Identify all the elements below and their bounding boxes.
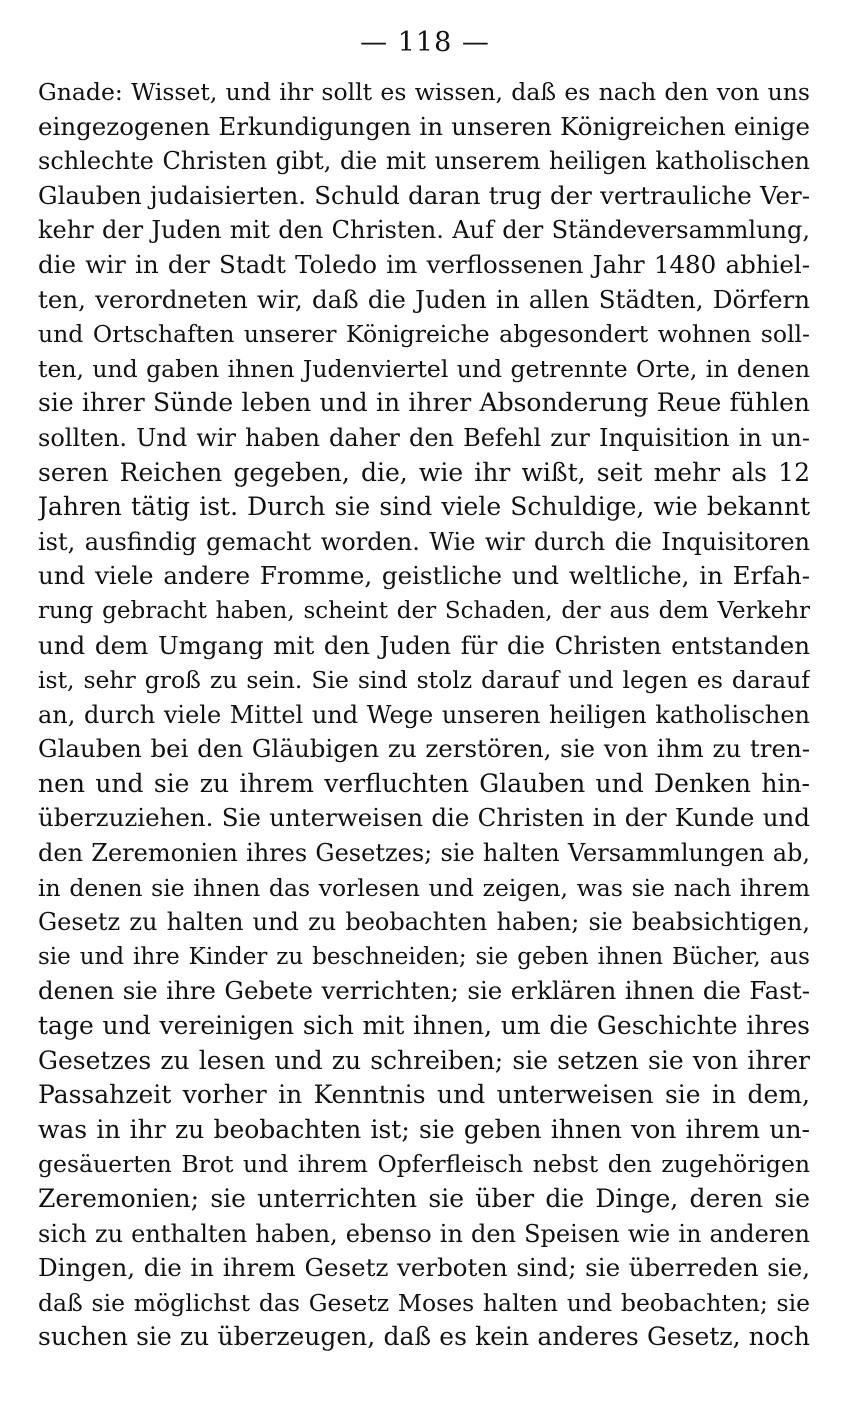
text-line: an, durch viele Mittel und Wege unseren heiligen katholischen <box>38 700 810 729</box>
text-line: und viele andere Fromme, geistliche und weltliche, in Erfah- <box>38 561 810 591</box>
text-line: Passahzeit vorher in Kenntnis und unterweisen sie in dem, <box>38 1080 810 1110</box>
text-line: was in ihr zu beobachten ist; sie geben ihnen von ihrem un- <box>38 1114 810 1144</box>
text-line: ten, verordneten wir, daß die Juden in allen Städten, Dörfern <box>38 284 810 314</box>
text-line: und Ortschaften unserer Königreiche abgesondert wohnen soll- <box>38 320 810 349</box>
text-line: ten, und gaben ihnen Judenviertel und getrennte Orte, in denen <box>38 354 810 383</box>
text-line: gesäuerten Brot und ihrem Opferfleisch nebst den zugehörigen <box>38 1150 810 1179</box>
text-line: überzuziehen. Sie unterweisen die Christen in der Kunde und <box>38 803 810 833</box>
text-line: sie und ihre Kinder zu beschneiden; sie geben ihnen Bücher, aus <box>38 943 810 970</box>
text-line: Gesetz zu halten und zu beobachten haben; sie beabsichtigen, <box>38 908 810 937</box>
text-line: sollten. Und wir haben daher den Befehl zur Inquisition in un- <box>38 423 810 452</box>
text-line: schlechte Christen gibt, die mit unserem heiligen katholischen <box>38 147 810 176</box>
text-line: kehr der Juden mit den Christen. Auf der Ständeversammlung, <box>38 216 810 245</box>
text-line: daß sie möglichst das Gesetz Moses halten und beobachten; sie <box>38 1288 810 1317</box>
text-line: seren Reichen gegeben, die, wie ihr wißt, seit mehr als 12 <box>38 457 810 487</box>
text-line: ist, ausfindig gemacht worden. Wie wir durch die Inquisitoren <box>38 527 810 556</box>
page-number: — 118 — <box>360 27 490 58</box>
text-line: eingezogenen Erkundigungen in unseren Königreichen einige <box>38 111 810 141</box>
text-line: Gesetzes zu lesen und zu schreiben; sie setzen sie von ihrer <box>38 1045 810 1075</box>
text-line: sie ihrer Sünde leben und in ihrer Absonderung Reue fühlen <box>38 388 810 418</box>
text-line: suchen sie zu überzeugen, daß es kein anderes Gesetz, noch <box>38 1322 810 1352</box>
text-line: nen und sie zu ihrem verfluchten Glauben und Denken hin- <box>38 768 810 798</box>
text-line: Zeremonien; sie unterrichten sie über die Dinge, deren sie <box>38 1184 810 1213</box>
text-line: rung gebracht haben, scheint der Schaden, der aus dem Verkehr <box>38 597 810 624</box>
text-line: tage und vereinigen sich mit ihnen, um die Geschichte ihres <box>38 1011 810 1041</box>
text-line: Jahren tätig ist. Durch sie sind viele Schuldige, wie bekannt <box>38 492 810 522</box>
text-line: den Zeremonien ihres Gesetzes; sie halten Versammlungen ab, <box>38 839 810 868</box>
text-line: sich zu enthalten haben, ebenso in den Speisen wie in anderen <box>38 1219 810 1248</box>
body-text <box>38 75 810 1355</box>
text-line: Glauben bei den Gläubigen zu zerstören, sie von ihm zu tren- <box>38 734 810 764</box>
text-line: ist, sehr groß zu sein. Sie sind stolz darauf und legen es darauf <box>38 666 810 695</box>
text-line: Glauben judaisierten. Schuld daran trug der vertrauliche Ver- <box>38 180 810 210</box>
text-line: und dem Umgang mit den Juden für die Christen entstanden <box>38 630 810 660</box>
text-line: Dingen, die in ihrem Gesetz verboten sind; sie überreden sie, <box>38 1253 810 1283</box>
text-line: in denen sie ihnen das vorlesen und zeigen, was sie nach ihrem <box>38 873 810 902</box>
text-line: denen sie ihre Gebete verrichten; sie erklären ihnen die Fast- <box>38 976 810 1006</box>
text-line: Gnade: Wisset, und ihr sollt es wissen, daß es nach den von uns <box>38 78 810 106</box>
text-line: die wir in der Stadt Toledo im verflossenen Jahr 1480 abhiel- <box>38 249 810 279</box>
